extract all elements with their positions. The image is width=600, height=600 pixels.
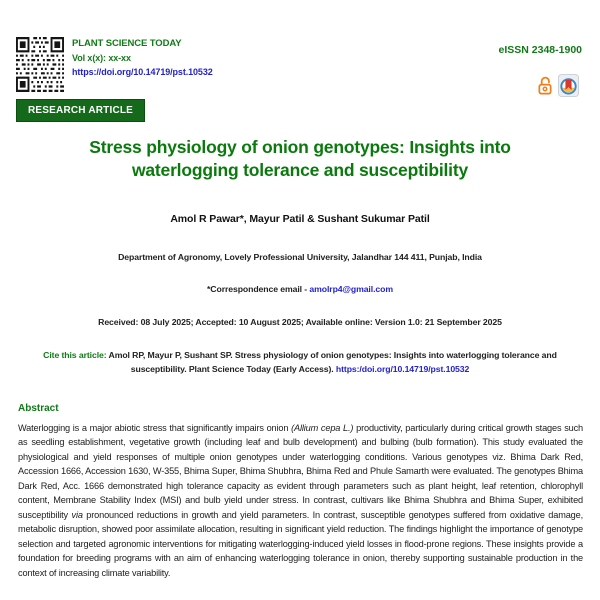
qr-code-icon: [16, 37, 64, 92]
abstract-seg-3: pronounced reductions in growth and yield parameters. In contrast, susceptible genotypes suffered from oxidative damage, metabolic disruption, showed poor assimilate allocation, resulting in significant yield reduction. The findings highlight the importance of genotype selection and targeted agronomic interventions for mitigating waterlogging-induced yield losses in flood-prone regions. These insights provide a foundation for breeding programs with an aim of enhancing waterlogging tolerance in onion, thereby supporting sustainable production in the context of increasing climate variability.: [18, 509, 583, 578]
abstract-seg-1: Waterlogging is a major abiotic stress that significantly impairs onion: [18, 423, 292, 433]
open-access-icon: [537, 75, 553, 97]
abstract-seg-2: productivity, particularly during critical growth stages such as seedling establishment, vegetative growth (including leaf and bulb development) and bulbing (bulb formation). This study evaluated the physiological and yield responses of multiple onion genotypes under waterlogging conditions. Various genotypes viz. Bhima Dark Red, Accession 1666, Accession 1630, W-355, Bhima Super, Bhima Shubhra, Bhima Red and Phule Samarth were evaluated. The genotypes Bhima Dark Red, Acc. 1666 demonstrated high tolerance capacity as evident through parameters such as plant height, leaf retention, chlorophyll content, Membrane Stability Index (MSI) and bulb yield under stress. In contrast, cultivars like Bhima Shubhra and Bhima Super, exhibited susceptibility: [18, 423, 584, 520]
cite-label: Cite this article:: [43, 350, 109, 360]
correspondence-email-link[interactable]: amolrp4@gmail.com: [309, 284, 393, 294]
citation-block: [38, 349, 562, 377]
abstract-via-italic: via: [71, 509, 83, 520]
abstract-paragraph: [18, 421, 583, 580]
journal-name: PLANT SCIENCE TODAY: [72, 38, 182, 49]
cite-doi-link[interactable]: https:/doi.org/10.14719/pst.10532: [335, 363, 470, 374]
correspondence-label: *Correspondence email -: [207, 284, 310, 294]
journal-volume: Vol x(x): xx-xx: [72, 52, 131, 63]
article-title: Stress physiology of onion genotypes: Insights into waterlogging tolerance and susceptibility: [89, 137, 511, 181]
journal-doi-link[interactable]: https://doi.org/10.14719/pst.10532: [72, 66, 213, 77]
authors-line: Amol R Pawar*, Mayur Patil & Sushant Sukumar Patil: [170, 213, 430, 225]
abstract-heading: Abstract: [18, 403, 59, 414]
dates-line: Received: 08 July 2025; Accepted: 10 August 2025; Available online: Version 1.0: 21 September 2025: [98, 317, 502, 327]
correspondence-line: [20, 284, 580, 294]
crossmark-icon[interactable]: [558, 74, 579, 97]
journal-meta: [72, 39, 213, 77]
journal-eissn: eISSN 2348-1900: [498, 44, 582, 56]
cite-text: Amol RP, Mayur P, Sushant SP. Stress physiology of onion genotypes: Insights into waterlogging tolerance and susceptibility. Plant Science Today (Early Access).: [108, 350, 557, 374]
header-icons: [537, 74, 579, 97]
article-type-badge: RESEARCH ARTICLE: [16, 99, 145, 122]
abstract-species-italic: (Allium cepa L.): [291, 423, 354, 433]
affiliation-line: Department of Agronomy, Lovely Professional University, Jalandhar 144 411, Punjab, India: [118, 252, 482, 262]
